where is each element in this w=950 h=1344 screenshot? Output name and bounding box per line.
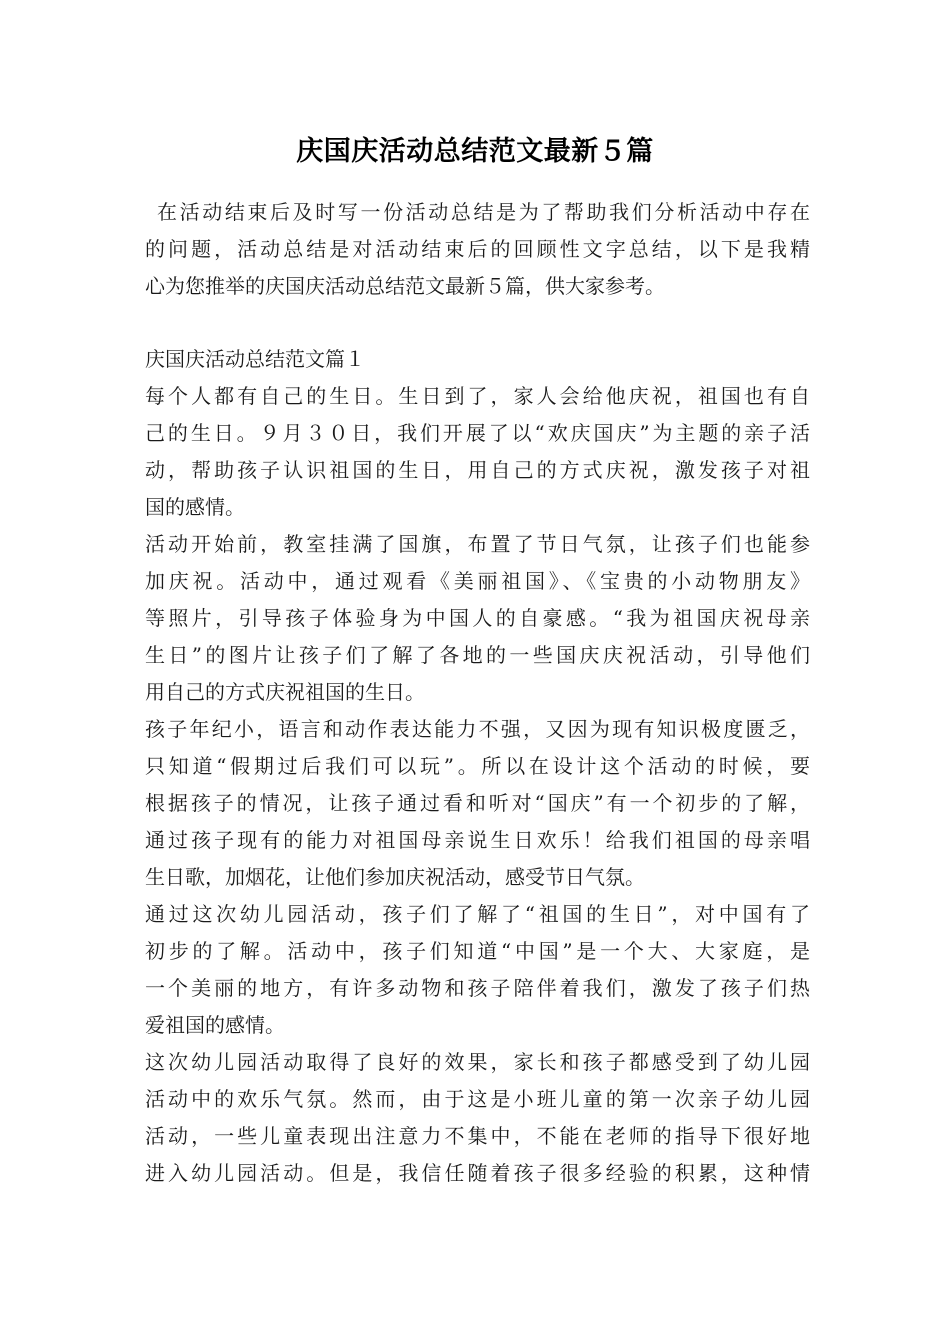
body-line: 加庆祝。活动中，通过观看《美丽祖国》、《宝贵的小动物朋友》 <box>145 569 810 593</box>
body-line: 活动开始前，教室挂满了国旗，布置了节日气氛，让孩子们也能参 <box>145 532 810 556</box>
section-heading: 庆国庆活动总结范文篇１ <box>145 347 365 371</box>
body-line: 爱祖国的感情。 <box>145 1013 285 1037</box>
body-line: 己的生日。９月３０日，我们开展了以“欢庆国庆”为主题的亲子活 <box>145 421 810 445</box>
body-line: 等照片，引导孩子体验身为中国人的自豪感。“我为祖国庆祝母亲 <box>145 606 810 630</box>
intro-line: 的问题，活动总结是对活动结束后的回顾性文字总结，以下是我精 <box>145 237 810 261</box>
body-line: 国的感情。 <box>145 495 245 519</box>
body-line: 通过孩子现有的能力对祖国母亲说生日欢乐！给我们祖国的母亲唱 <box>145 828 810 852</box>
body-line: 每个人都有自己的生日。生日到了，家人会给他庆祝，祖国也有自 <box>145 384 810 408</box>
paragraph-spacer <box>145 305 810 341</box>
document-title: 庆国庆活动总结范文最新５篇 <box>296 136 654 167</box>
body-line: 活动中的欢乐气氛。然而，由于这是小班儿童的第一次亲子幼儿园 <box>145 1087 810 1111</box>
body-line: 这次幼儿园活动取得了良好的效果，家长和孩子都感受到了幼儿园 <box>145 1050 810 1074</box>
intro-line: 在活动结束后及时写一份活动总结是为了帮助我们分析活动中存在 <box>157 200 810 224</box>
body-line: 生日歌，加烟花，让他们参加庆祝活动，感受节日气氛。 <box>145 865 645 889</box>
body-line: 只知道“假期过后我们可以玩”。所以在设计这个活动的时候，要 <box>145 754 810 778</box>
body-line: 根据孩子的情况，让孩子通过看和听对“国庆”有一个初步的了解， <box>145 791 810 815</box>
document-body <box>145 194 810 1192</box>
body-line: 一个美丽的地方，有许多动物和孩子陪伴着我们，激发了孩子们热 <box>145 976 810 1000</box>
body-line: 进入幼儿园活动。但是，我信任随着孩子很多经验的积累，这种情 <box>145 1161 810 1185</box>
section-body <box>145 378 810 1192</box>
intro-paragraph <box>145 194 810 305</box>
body-line: 初步的了解。活动中，孩子们知道“中国”是一个大、大家庭，是 <box>145 939 810 963</box>
body-line: 用自己的方式庆祝祖国的生日。 <box>145 680 425 704</box>
body-line: 动，帮助孩子认识祖国的生日，用自己的方式庆祝，激发孩子对祖 <box>145 458 810 482</box>
body-line: 孩子年纪小，语言和动作表达能力不强，又因为现有知识极度匮乏， <box>145 717 810 741</box>
body-line: 活动，一些儿童表现出注意力不集中，不能在老师的指导下很好地 <box>145 1124 810 1148</box>
body-line: 生日”的图片让孩子们了解了各地的一些国庆庆祝活动，引导他们 <box>145 643 810 667</box>
body-line: 通过这次幼儿园活动，孩子们了解了“祖国的生日”，对中国有了 <box>145 902 810 926</box>
intro-line: 心为您推举的庆国庆活动总结范文最新５篇，供大家参考。 <box>145 274 665 298</box>
